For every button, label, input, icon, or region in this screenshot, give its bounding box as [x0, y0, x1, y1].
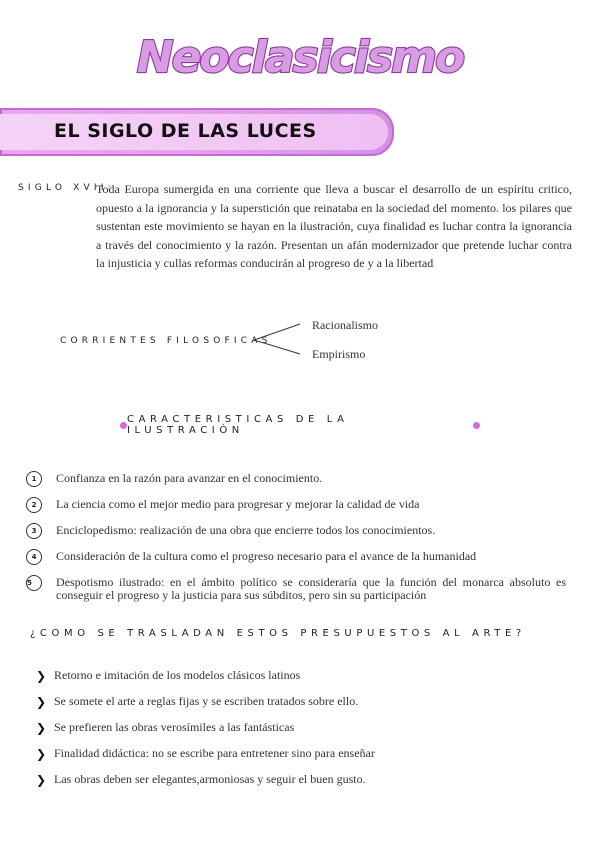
chevron-right-icon: ❯ — [36, 669, 47, 683]
list-item — [26, 472, 566, 485]
number-circle-icon: 2 — [26, 497, 42, 513]
number-circle-icon: 5 — [26, 575, 42, 591]
list-item — [36, 772, 556, 798]
list-item-text: Finalidad didáctica: no se escribe para entretener sino para enseñar — [54, 746, 375, 760]
list-item-text: Retorno e imitación de los modelos clásicos latinos — [54, 668, 301, 682]
list-item — [26, 524, 566, 537]
bullet-dot-icon — [473, 422, 480, 429]
list-item — [26, 498, 566, 511]
list-item — [26, 576, 566, 602]
branch-arrow-down — [254, 340, 300, 354]
chevron-right-icon: ❯ — [36, 773, 47, 787]
arte-heading: ¿COMO SE TRASLADAN ESTOS PRESUPUESTOS AL ARTE? — [30, 628, 526, 639]
caracteristicas-list — [26, 472, 566, 602]
caracteristicas-heading-text: CARACTERISTICAS DE LA ILUSTRACIÓN — [127, 414, 349, 436]
list-item — [36, 668, 556, 694]
number-circle-icon: 3 — [26, 523, 42, 539]
list-item-text: Enciclopedismo: realización de una obra que encierre todos los conocimientos. — [56, 523, 436, 537]
list-item — [36, 720, 556, 746]
page-title-text: Neoclasicismo — [136, 32, 464, 83]
list-item-text: Confianza en la razón para avanzar en el conocimiento. — [56, 471, 323, 485]
corriente-item-racionalismo: Racionalismo — [312, 318, 378, 332]
arte-list — [36, 668, 556, 798]
list-item-text: Consideración de la cultura como el progreso necesario para el avance de la humanidad — [56, 549, 477, 563]
list-item — [26, 550, 566, 563]
list-item-text: La ciencia como el mejor medio para progresar y mejorar la calidad de vida — [56, 497, 420, 511]
list-item — [36, 694, 556, 720]
list-item — [36, 746, 556, 772]
intro-label: SIGLO XVII: — [18, 183, 115, 193]
intro-paragraph: Toda Europa sumergida en una corriente que lleva a buscar el desarrollo de un espíritu critico, opuesto a la ignorancia y la superstición que reinataba en la sociedad del momento. los pilares que sustentan este movimiento se hayan en la ilustración, cuya finalidad es luchar contra la ignorancia a través del conocimiento y la razón. Presentan un afán modernizador que pretende luchar contra la injusticia y cullas reformas conducirán al progreso de y a la libertad — [96, 182, 572, 271]
page-title — [0, 28, 600, 88]
corrientes-label: CORRIENTES FILOSOFICAS — [60, 336, 272, 346]
bullet-dot-icon — [120, 422, 127, 429]
page-title-lettering — [0, 28, 600, 88]
section-banner-title: EL SIGLO DE LAS LUCES — [54, 120, 317, 142]
list-item-text: Las obras deben ser elegantes,armoniosas y seguir el buen gusto. — [54, 772, 366, 786]
caracteristicas-heading — [120, 414, 480, 436]
branch-arrows — [250, 318, 310, 362]
list-item-text: Se prefieren las obras verosímiles a las fantásticas — [54, 720, 295, 734]
number-circle-icon: 4 — [26, 549, 42, 565]
chevron-right-icon: ❯ — [36, 747, 47, 761]
list-item-text: Se somete el arte a reglas fijas y se escriben tratados sobre ello. — [54, 694, 359, 708]
corriente-item-empirismo: Empirismo — [312, 347, 366, 361]
chevron-right-icon: ❯ — [36, 721, 47, 735]
number-circle-icon: 1 — [26, 471, 42, 487]
list-item-text: Despotismo ilustrado: en el ámbito político se consideraría que la función del monarca absoluto es conseguir el progreso y la justicia para sus súbditos, pero sin su participación — [56, 575, 566, 602]
branch-arrow-up — [254, 324, 300, 340]
chevron-right-icon: ❯ — [36, 695, 47, 709]
